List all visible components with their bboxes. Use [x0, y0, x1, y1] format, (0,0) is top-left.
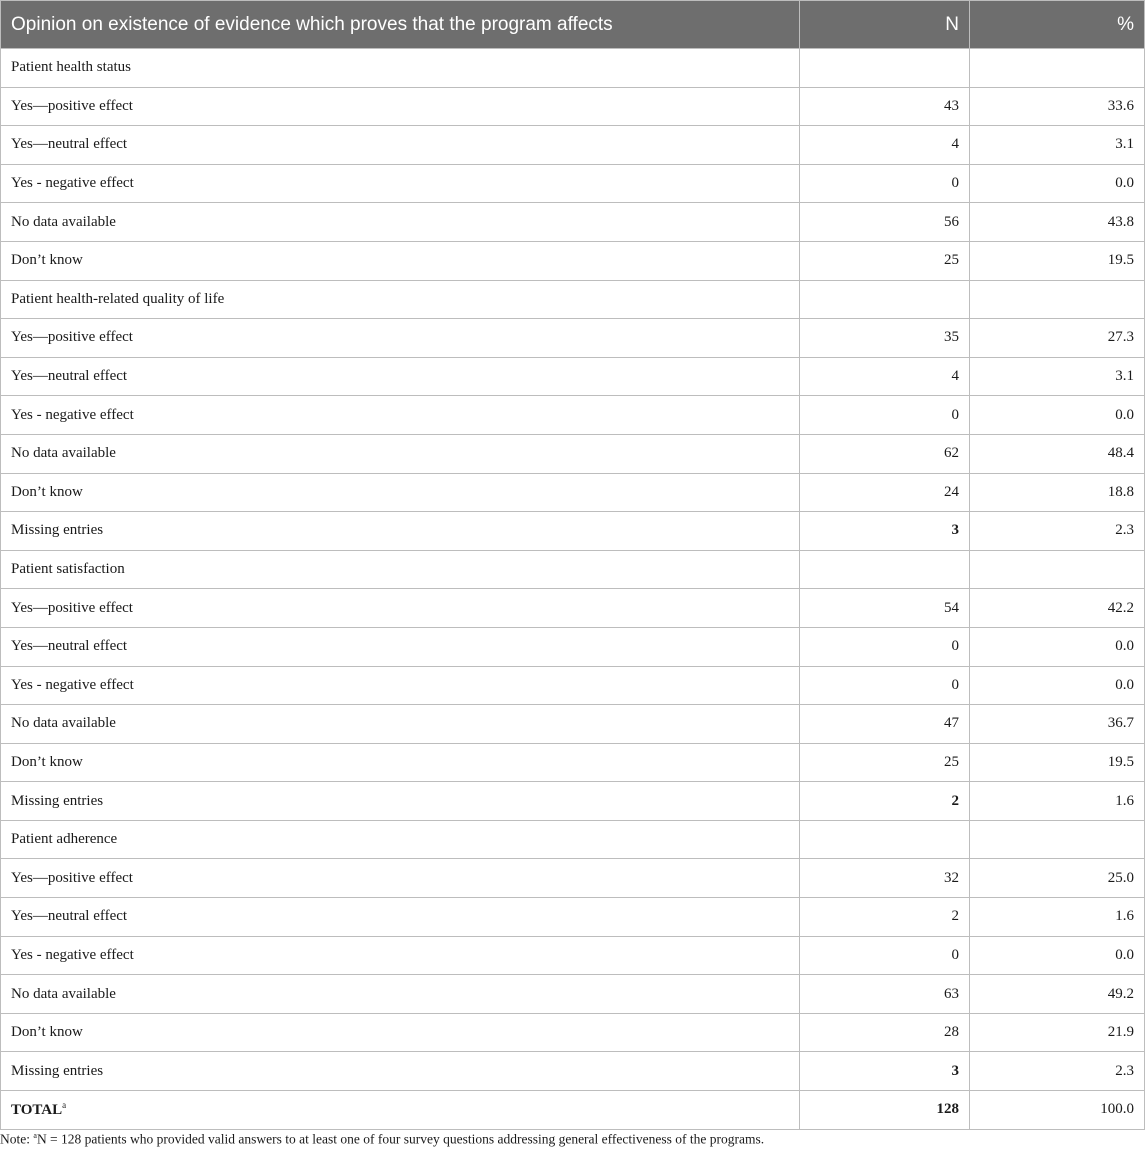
- row-label: [1, 1052, 800, 1091]
- row-label-text: Patient adherence: [11, 831, 118, 848]
- table-row: [1, 357, 1145, 396]
- row-label-text: Yes—neutral effect: [11, 908, 128, 925]
- table-body: [1, 49, 1145, 1130]
- row-label-text: Yes - negative effect: [11, 175, 134, 192]
- n-cell: 28: [800, 1013, 970, 1052]
- percent-cell: 3.1: [970, 357, 1145, 396]
- row-label-text: Patient health status: [11, 59, 131, 76]
- row-label-text: Yes—positive effect: [11, 599, 133, 616]
- table-row: [1, 1013, 1145, 1052]
- n-cell: 35: [800, 319, 970, 358]
- row-label-text: Missing entries: [11, 792, 104, 809]
- percent-cell: 21.9: [970, 1013, 1145, 1052]
- n-cell: 62: [800, 434, 970, 473]
- row-label-text: Yes - negative effect: [11, 676, 134, 693]
- row-label-text: Don’t know: [11, 252, 83, 269]
- percent-cell: 2.3: [970, 1052, 1145, 1091]
- n-cell: 0: [800, 627, 970, 666]
- table-row: [1, 164, 1145, 203]
- n-cell: [800, 49, 970, 88]
- section-label: [1, 280, 800, 319]
- row-label-text: Patient satisfaction: [11, 561, 125, 578]
- percent-cell: [970, 49, 1145, 88]
- n-cell: 0: [800, 164, 970, 203]
- row-label-text: Patient health-related quality of life: [11, 290, 225, 307]
- table-row: [1, 898, 1145, 937]
- row-label: [1, 512, 800, 551]
- percent-cell: 0.0: [970, 627, 1145, 666]
- row-label: [1, 87, 800, 126]
- row-label-text: Yes—neutral effect: [11, 368, 128, 385]
- n-cell: 25: [800, 241, 970, 280]
- row-label: [1, 705, 800, 744]
- header-row: [1, 1, 1145, 49]
- percent-cell: 33.6: [970, 87, 1145, 126]
- row-label: [1, 743, 800, 782]
- percent-cell: 1.6: [970, 898, 1145, 937]
- row-label-text: Yes - negative effect: [11, 946, 134, 963]
- table-row: [1, 1052, 1145, 1091]
- n-cell: 2: [800, 782, 970, 821]
- table-row: [1, 975, 1145, 1014]
- row-label: [1, 241, 800, 280]
- table-row: [1, 126, 1145, 165]
- percent-cell: 3.1: [970, 126, 1145, 165]
- percent-cell: [970, 550, 1145, 589]
- row-label-text: Yes—neutral effect: [11, 638, 128, 655]
- footnote-marker: a: [62, 1100, 67, 1111]
- percent-cell: 36.7: [970, 705, 1145, 744]
- percent-cell: 25.0: [970, 859, 1145, 898]
- table-row: [1, 473, 1145, 512]
- section-label: [1, 820, 800, 859]
- n-cell: 25: [800, 743, 970, 782]
- row-label-text: No data available: [11, 445, 116, 462]
- row-label: [1, 1091, 800, 1130]
- n-cell: 56: [800, 203, 970, 242]
- table-row: [1, 936, 1145, 975]
- row-label: [1, 396, 800, 435]
- percent-cell: 0.0: [970, 936, 1145, 975]
- n-cell: 63: [800, 975, 970, 1014]
- section-label: [1, 49, 800, 88]
- table-row: [1, 666, 1145, 705]
- table-row: [1, 705, 1145, 744]
- table-row: [1, 203, 1145, 242]
- percent-cell: [970, 820, 1145, 859]
- row-label-text: Yes - negative effect: [11, 406, 134, 423]
- row-label: [1, 936, 800, 975]
- table-row: [1, 859, 1145, 898]
- table-row: [1, 627, 1145, 666]
- row-label-text: No data available: [11, 213, 116, 230]
- row-label-text: Don’t know: [11, 1024, 83, 1041]
- table-row: [1, 512, 1145, 551]
- n-cell: [800, 280, 970, 319]
- percent-cell: 48.4: [970, 434, 1145, 473]
- n-cell: 0: [800, 936, 970, 975]
- percent-cell: 19.5: [970, 241, 1145, 280]
- percent-cell: 43.8: [970, 203, 1145, 242]
- percent-cell: 0.0: [970, 396, 1145, 435]
- row-label: [1, 203, 800, 242]
- table-row: [1, 319, 1145, 358]
- table-footnote: [0, 1131, 764, 1148]
- n-cell: 47: [800, 705, 970, 744]
- row-label: [1, 898, 800, 937]
- percent-cell: [970, 280, 1145, 319]
- section-header-row: [1, 550, 1145, 589]
- percent-cell: 0.0: [970, 164, 1145, 203]
- section-header-row: [1, 49, 1145, 88]
- n-cell: 128: [800, 1091, 970, 1130]
- row-label: [1, 627, 800, 666]
- n-cell: 43: [800, 87, 970, 126]
- percent-cell: 42.2: [970, 589, 1145, 628]
- n-cell: 0: [800, 666, 970, 705]
- percent-cell: 2.3: [970, 512, 1145, 551]
- table-row: [1, 589, 1145, 628]
- row-label: [1, 975, 800, 1014]
- n-cell: 32: [800, 859, 970, 898]
- row-label: [1, 666, 800, 705]
- table-row: [1, 434, 1145, 473]
- row-label-text: Missing entries: [11, 1062, 104, 1079]
- percent-cell: 49.2: [970, 975, 1145, 1014]
- percent-cell: 100.0: [970, 1091, 1145, 1130]
- section-header-row: [1, 820, 1145, 859]
- table-row: [1, 743, 1145, 782]
- percent-cell: 18.8: [970, 473, 1145, 512]
- row-label-text: No data available: [11, 715, 116, 732]
- percent-cell: 27.3: [970, 319, 1145, 358]
- row-label: [1, 1013, 800, 1052]
- row-label: [1, 319, 800, 358]
- row-label-text: Yes—positive effect: [11, 869, 133, 886]
- section-label: [1, 550, 800, 589]
- table-row: [1, 396, 1145, 435]
- row-label-text: TOTAL: [11, 1102, 63, 1119]
- row-label: [1, 164, 800, 203]
- row-label-text: Missing entries: [11, 522, 104, 539]
- footnote-text: N = 128 patients who provided valid answers to at least one of four survey questions addressing general effectiveness of the programs.: [36, 1131, 765, 1147]
- n-cell: [800, 550, 970, 589]
- n-cell: 4: [800, 126, 970, 165]
- n-cell: 3: [800, 1052, 970, 1091]
- column-header-opinion: Opinion on existence of evidence which proves that the program affects: [1, 1, 800, 49]
- n-cell: 2: [800, 898, 970, 937]
- row-label: [1, 473, 800, 512]
- footnote-prefix: Note:: [0, 1131, 34, 1147]
- percent-cell: 1.6: [970, 782, 1145, 821]
- row-label: [1, 782, 800, 821]
- n-cell: 54: [800, 589, 970, 628]
- table-row: [1, 241, 1145, 280]
- row-label: [1, 859, 800, 898]
- n-cell: 4: [800, 357, 970, 396]
- table-row: [1, 782, 1145, 821]
- row-label: [1, 357, 800, 396]
- table-row: [1, 1091, 1145, 1130]
- column-header-percent: %: [970, 1, 1145, 49]
- n-cell: 0: [800, 396, 970, 435]
- row-label-text: No data available: [11, 985, 116, 1002]
- row-label: [1, 126, 800, 165]
- row-label-text: Yes—positive effect: [11, 329, 133, 346]
- row-label: [1, 589, 800, 628]
- row-label-text: Don’t know: [11, 753, 83, 770]
- section-header-row: [1, 280, 1145, 319]
- table-row: [1, 87, 1145, 126]
- row-label-text: Yes—neutral effect: [11, 136, 128, 153]
- row-label: [1, 434, 800, 473]
- n-cell: [800, 820, 970, 859]
- n-cell: 3: [800, 512, 970, 551]
- row-label-text: Yes—positive effect: [11, 97, 133, 114]
- column-header-n: N: [800, 1, 970, 49]
- percent-cell: 19.5: [970, 743, 1145, 782]
- footnote-marker: a: [33, 1131, 37, 1140]
- n-cell: 24: [800, 473, 970, 512]
- row-label-text: Don’t know: [11, 483, 83, 500]
- percent-cell: 0.0: [970, 666, 1145, 705]
